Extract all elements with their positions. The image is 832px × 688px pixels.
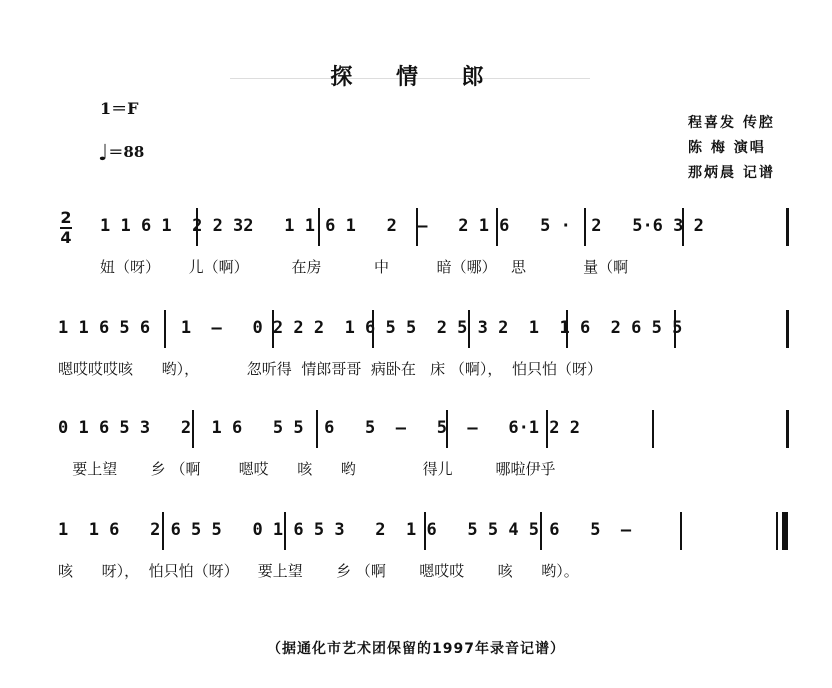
score-row-3: [0, 410, 832, 490]
barline: [680, 512, 682, 550]
notation-line: 1 1 6 5 6 1 – 0 2 2 2 1 6 5 5 2 5 3 2 1 1 6 2 6 5 5: [58, 318, 683, 338]
notation-line: 1 1 6 1 2 2 32 1 1 6 1 2 – 2 1 6 5 · 2 5·6 3 2: [100, 216, 704, 236]
barline: [786, 310, 789, 348]
time-signature-bottom: 4: [60, 228, 72, 247]
credit-transcriber: 那炳晨 记谱: [688, 165, 775, 181]
lyrics-line: 要上望 乡 （啊 嗯哎 咳 哟 得儿 哪啦伊乎: [58, 460, 556, 478]
final-barline-thin: [776, 512, 778, 550]
barline: [786, 208, 789, 246]
barline: [652, 410, 654, 448]
notation-line: 0 1 6 5 3 2 1 6 5 5 6 5 – 5 – 6·1 2 2: [58, 418, 580, 438]
tempo-marking: [98, 140, 144, 166]
score-row-1: [0, 208, 832, 288]
credit-singer: 陈 梅 演唱: [688, 140, 766, 156]
quarter-note-icon: ♩: [98, 140, 109, 166]
barline: [786, 410, 789, 448]
notation-line: 1 1 6 2 6 5 5 0 1 6 5 3 2 1 6 5 5 4 5 6 5 –: [58, 520, 632, 540]
final-barline-thick: [782, 512, 788, 550]
score-row-2: [0, 310, 832, 390]
score-row-4: [0, 512, 832, 592]
lyrics-line: 咳 呀）， 怕只怕（呀） 要上望 乡 （啊 嗯哎哎 咳 哟）。: [58, 562, 579, 580]
source-footnote: （据通化市艺术团保留的1997年录音记谱）: [267, 641, 565, 657]
time-signature-top: 2: [60, 208, 72, 227]
lyrics-line: 嗯哎哎哎咳 哟）， 忽听得 情郎哥哥 病卧在 床 （啊）， 怕只怕（呀）: [58, 360, 602, 378]
key-signature: 1＝F: [100, 99, 139, 118]
tempo-value: ＝88: [108, 143, 145, 161]
song-title: 探 情 郎: [330, 65, 502, 90]
credit-arranger: 程喜发 传腔: [688, 115, 775, 131]
lyrics-line: 妞（呀） 儿（啊） 在房 中 暗（哪） 思 量（啊: [100, 258, 629, 276]
